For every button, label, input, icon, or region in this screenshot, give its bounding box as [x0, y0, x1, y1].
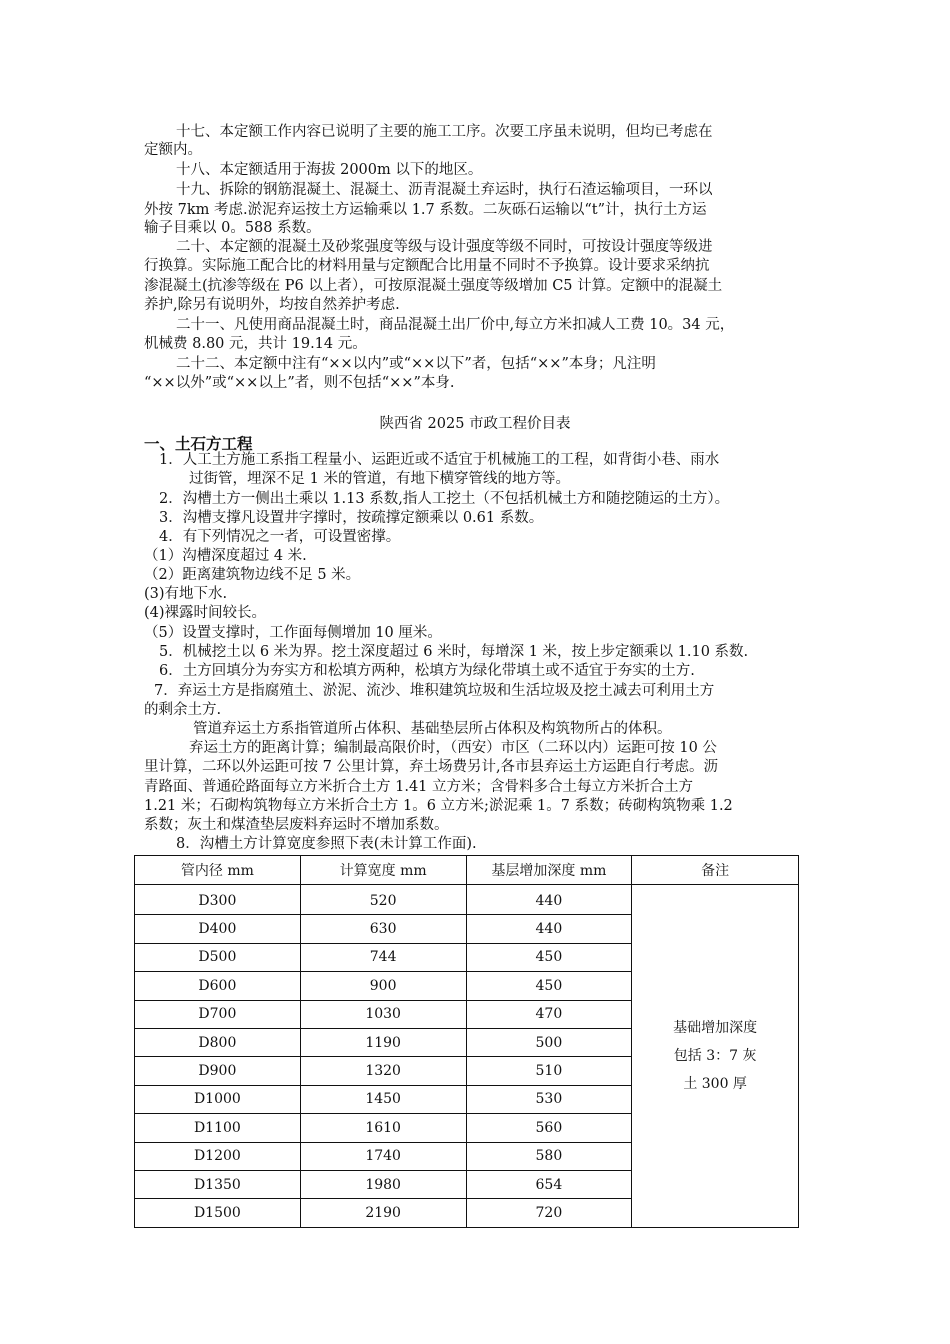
paragraph-line: 机械费 8.80 元，共计 19.14 元。: [144, 336, 367, 352]
list-item: 2．沟槽土方一侧出土乘以 1.13 系数,指人工挖土（不包括机械土方和随挖随运的土方）。: [159, 491, 730, 507]
header-remarks: 备注: [632, 856, 799, 885]
list-item: 5．机械挖土以 6 米为界。挖土深度超过 6 米时，每增深 1 米，按上步定额乘以 1.10 系数.: [159, 644, 749, 660]
list-item: 弃运土方的距离计算；编制最高限价时，（西安）市区（二环以内）运距可按 10 公: [189, 740, 717, 756]
base-depth-cell: 450: [466, 943, 632, 971]
list-item: 管道弃运土方系指管道所占体积、基础垫层所占体积及构筑物所占的体积。: [193, 721, 672, 737]
calc-width-cell: 520: [300, 885, 466, 915]
pipe-diameter-cell: D800: [135, 1028, 301, 1056]
paragraph-line: 定额内。: [144, 142, 202, 158]
paragraph-line: 十九、拆除的钢筋混凝土、混凝土、沥青混凝土弃运时，执行石渣运输项目，一环以: [176, 182, 713, 198]
list-item: 6．土方回填分为夯实方和松填方两种，松填方为绿化带填土或不适宜于夯实的土方.: [159, 663, 695, 679]
header-pipe-diameter: 管内径 mm: [135, 856, 301, 885]
list-item: (4)裸露时间较长。: [144, 605, 267, 621]
paragraph-line: 养护,除另有说明外，均按自然养护考虑.: [144, 297, 400, 313]
base-depth-cell: 720: [466, 1199, 632, 1227]
pipe-diameter-cell: D500: [135, 943, 301, 971]
calc-width-cell: 1190: [300, 1028, 466, 1056]
pipe-diameter-cell: D600: [135, 972, 301, 1000]
remarks-line: 包括 3：7 灰: [673, 1048, 757, 1065]
paragraph-line: 二十、本定额的混凝土及砂浆强度等级与设计强度等级不同时，可按设计强度等级进: [176, 239, 713, 255]
list-item: 1.21 米；石砌构筑物每立方米折合土方 1。6 立方米;淤泥乘 1。7 系数；砖砌构筑物乘 1.2: [144, 798, 733, 814]
base-depth-cell: 470: [466, 1000, 632, 1028]
base-depth-cell: 530: [466, 1085, 632, 1113]
list-item: 系数；灰土和煤渣垫层废料弃运时不增加系数。: [144, 817, 449, 833]
calc-width-cell: 1980: [300, 1170, 466, 1198]
base-depth-cell: 560: [466, 1114, 632, 1142]
list-item: 1．人工土方施工系指工程量小、运距近或不适宜于机械施工的工程，如背街小巷、雨水: [159, 452, 720, 468]
base-depth-cell: 654: [466, 1170, 632, 1198]
base-depth-cell: 450: [466, 972, 632, 1000]
calc-width-cell: 630: [300, 915, 466, 943]
pipe-diameter-cell: D400: [135, 915, 301, 943]
pipe-diameter-cell: D300: [135, 885, 301, 915]
calc-width-cell: 1450: [300, 1085, 466, 1113]
base-depth-cell: 440: [466, 885, 632, 915]
document-title: 陕西省 2025 市政工程价目表: [379, 416, 571, 432]
list-item: 3．沟槽支撑凡设置井字撑时，按疏撑定额乘以 0.61 系数。: [159, 510, 544, 526]
section-heading: 一、土石方工程: [144, 435, 253, 453]
pipe-diameter-cell: D1500: [135, 1199, 301, 1227]
calc-width-cell: 900: [300, 972, 466, 1000]
paragraph-line: 二十二、本定额中注有“××以内”或“××以下”者，包括“××”本身；凡注明: [176, 356, 656, 372]
base-depth-cell: 500: [466, 1028, 632, 1056]
trench-width-table: [134, 855, 799, 1228]
list-item: 过街管，埋深不足 1 米的管道，有地下横穿管线的地方等。: [189, 471, 570, 487]
calc-width-cell: 1320: [300, 1057, 466, 1085]
pipe-diameter-cell: D1000: [135, 1085, 301, 1113]
list-item: 8．沟槽土方计算宽度参照下表(未计算工作面).: [176, 836, 477, 852]
list-item: 青路面、普通砼路面每立方米折合土方 1.41 立方米；含骨料多合土每立方米折合土方: [144, 779, 694, 795]
calc-width-cell: 1740: [300, 1142, 466, 1170]
list-item: 的剩余土方.: [144, 702, 222, 718]
paragraph-line: 行换算。实际施工配合比的材料用量与定额配合比用量不同时不予换算。设计要求采纳抗: [144, 258, 710, 274]
list-item: （1）沟槽深度超过 4 米.: [144, 548, 307, 564]
pipe-diameter-cell: D1100: [135, 1114, 301, 1142]
base-depth-cell: 440: [466, 915, 632, 943]
table-header-row: [135, 856, 799, 885]
table-row: [135, 885, 799, 915]
paragraph-line: “××以外”或“××以上”者，则不包括“××”本身.: [144, 375, 455, 391]
header-base-depth: 基层增加深度 mm: [466, 856, 632, 885]
list-item: （2）距离建筑物边线不足 5 米。: [144, 567, 361, 583]
paragraph-line: 外按 7km 考虑.淤泥弃运按土方运输乘以 1.7 系数。二灰砾石运输以“t”计，执行土方运: [144, 202, 707, 218]
calc-width-cell: 1030: [300, 1000, 466, 1028]
remarks-line: 土 300 厚: [683, 1076, 747, 1093]
paragraph-line: 十八、本定额适用于海拔 2000m 以下的地区。: [176, 162, 483, 178]
remarks-line: 基础增加深度: [673, 1020, 758, 1037]
paragraph-line: 二十一、凡使用商品混凝土时，商品混凝土出厂价中,每立方米扣减人工费 10。34 元，: [176, 317, 735, 333]
list-item: 7．弃运土方是指腐殖土、淤泥、流沙、堆积建筑垃圾和生活垃圾及挖土减去可利用土方: [154, 683, 715, 699]
paragraph-line: 十七、本定额工作内容已说明了主要的施工工序。次要工序虽未说明，但均已考虑在: [176, 124, 713, 140]
base-depth-cell: 580: [466, 1142, 632, 1170]
pipe-diameter-cell: D1200: [135, 1142, 301, 1170]
header-calc-width: 计算宽度 mm: [300, 856, 466, 885]
paragraph-line: 渗混凝土(抗渗等级在 P6 以上者），可按原混凝土强度等级增加 C5 计算。定额中的混凝土: [144, 278, 723, 294]
pipe-diameter-cell: D700: [135, 1000, 301, 1028]
remarks-cell: [632, 885, 799, 1228]
list-item: （5）设置支撑时，工作面每侧增加 10 厘米。: [144, 625, 442, 641]
calc-width-cell: 744: [300, 943, 466, 971]
pipe-diameter-cell: D1350: [135, 1170, 301, 1198]
calc-width-cell: 1610: [300, 1114, 466, 1142]
paragraph-line: 输子目乘以 0。588 系数。: [144, 220, 321, 236]
pipe-diameter-cell: D900: [135, 1057, 301, 1085]
list-item: 里计算，二环以外运距可按 7 公里计算，弃土场费另计,各市县弃运土方运距自行考虑。沥: [144, 759, 719, 775]
calc-width-cell: 2190: [300, 1199, 466, 1227]
list-item: (3)有地下水.: [144, 586, 228, 602]
list-item: 4．有下列情况之一者，可设置密撑。: [159, 529, 401, 545]
base-depth-cell: 510: [466, 1057, 632, 1085]
